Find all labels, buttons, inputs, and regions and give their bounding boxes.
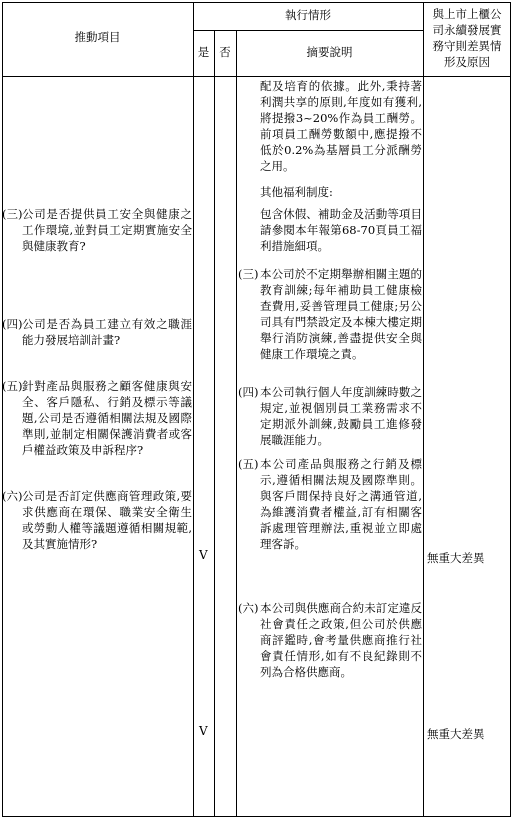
summary-item-6 [238, 600, 422, 680]
summary-text: 本公司執行個人年度訓練時數之規定,並視個別員工業務需求不定期派外訓練,鼓勵員工進修發展職涯能力。 [260, 385, 422, 447]
summary-item-5 [238, 456, 422, 552]
header-diff-line: 務守則差異情 [432, 39, 502, 53]
summary-text: 本公司產品與服務之行銷及標示,遵循相關法規及國際準則。與客戶間保持良好之溝通管道,為維護消費者權益,訂有相關客訴處理管理辦法,重視並立即處理客訴。 [260, 457, 422, 551]
item-number: (三) [2, 207, 23, 221]
item-text: 針對產品與服務之顧客健康與安全、客戶隱私、行銷及標示等議題,公司是否遵循相關法規及國際準則,並制定相關保護消費者或客戶權益政策及申訴程序? [22, 379, 192, 457]
item-number: (四) [2, 317, 23, 331]
summary-text: 本公司與供應商合約未訂定違反社會責任之政策,但公司於供應商評鑑時,會考量供應商推行社會責任情形,如有不良紀錄則不列為合格供應商。 [260, 601, 422, 679]
header-bottom [2, 76, 511, 77]
summary-number: (四) [238, 385, 259, 399]
summary-item-4 [238, 384, 422, 448]
left-item-4 [2, 316, 192, 348]
header-yes: 是 [197, 45, 210, 59]
header-subdivider [193, 30, 423, 31]
summary-welfare-text: 包含休假、補助金及活動等項目請參閱本年報第68-70頁員工福利措施細項。 [260, 207, 422, 253]
summary-text: 本公司於不定期舉辦相關主題的教育訓練;每年補助員工健康檢查費用,妥善管理員工健康;另公司具有門禁設定及本棟大樓定期舉行消防演練,善盡提供安全與健康工作環境之責。 [260, 267, 422, 361]
difference-note: 無重大差異 [427, 551, 485, 565]
summary-item-3 [238, 266, 422, 362]
difference-note: 無重大差異 [427, 727, 485, 741]
item-text: 公司是否提供員工安全與健康之工作環境,並對員工定期實施安全與健康教育? [22, 207, 192, 253]
header-diff [423, 6, 511, 70]
item-text: 公司是否為員工建立有效之職涯能力發展培訓計畫? [22, 317, 192, 347]
summary-number: (三) [238, 267, 259, 281]
left-item-6 [2, 488, 192, 552]
header-item: 推動項目 [74, 30, 121, 44]
header-summary: 摘要說明 [306, 45, 353, 59]
header-diff-line: 司永續發展實 [432, 23, 502, 37]
left-item-3 [2, 206, 192, 254]
yes-mark: V [199, 548, 208, 562]
header-no: 否 [219, 45, 231, 59]
col-divider-yes [214, 30, 215, 817]
header-diff-line: 形及原因 [444, 55, 490, 69]
summary-intro: 配及培育的依據。此外,秉持著利潤共享的原則,年度如有獲利,將提撥3~20%作為員工酬勞。前項員工酬勞數額中,應提撥不低於0.2%為基層員工分派酬勞之用。 [260, 79, 422, 173]
summary-welfare-title: 其他福利制度: [260, 185, 333, 199]
summary-number: (六) [238, 601, 259, 615]
left-item-5 [2, 378, 192, 458]
yes-mark: V [199, 724, 208, 738]
item-number: (五) [2, 379, 23, 393]
col-divider-item [193, 2, 194, 817]
item-text: 公司是否訂定供應商管理政策,要求供應商在環保、職業安全衛生或勞動人權等議題遵循相關規範,及其實施情形? [22, 489, 192, 551]
header-execution: 執行情形 [285, 8, 331, 22]
item-number: (六) [2, 489, 23, 503]
col-divider-diff [423, 2, 424, 817]
summary-number: (五) [238, 457, 259, 471]
col-divider-no [236, 30, 237, 817]
header-diff-line: 與上市上櫃公 [432, 7, 502, 21]
